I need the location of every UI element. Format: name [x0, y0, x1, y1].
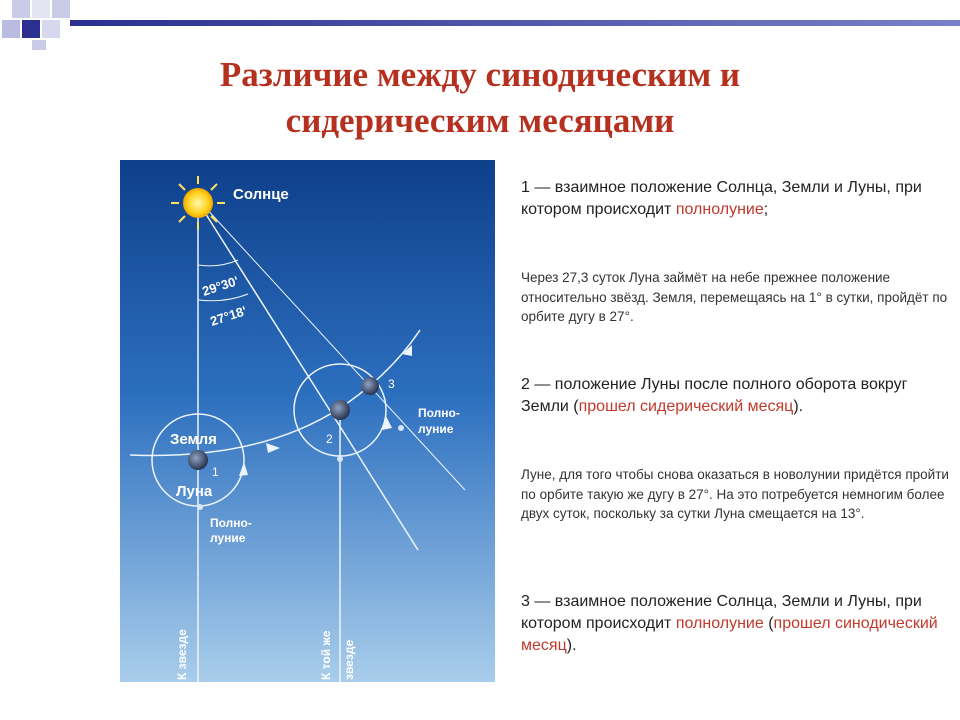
corner-decoration [0, 0, 80, 50]
star-label-1: К звезде [175, 629, 189, 680]
paragraph-4: Луне, для того чтобы снова оказаться в новолунии придётся пройти по орбите такую же дугу в 27°. На это потребуется немногим более двух суток, поскольку за сутки Луна смещается на 13°. [521, 467, 949, 521]
paragraph-3-text: 2 — положение Луны после полного оборота вокруг Земли ( [521, 376, 908, 415]
star-label-2b: звезде [342, 639, 356, 680]
full-moon-2-label-a: Полно- [418, 406, 460, 420]
moon-2 [337, 456, 343, 462]
title-line-1: Различие между синодическим и [219, 55, 741, 94]
paragraph-5-highlight-2: прошел синодический месяц [521, 615, 938, 654]
orbit-diagram [120, 160, 495, 682]
sky-background [120, 160, 495, 682]
full-moon-1-label-b: луние [210, 531, 246, 545]
paragraph-1-end: ; [763, 201, 769, 218]
position-1-label: 1 [212, 465, 219, 479]
earth-label: Земля [170, 431, 217, 448]
paragraph-1 [521, 177, 951, 221]
paragraph-5-end: ). [566, 637, 577, 654]
paragraph-5-highlight-1: полнолуние [675, 615, 764, 632]
position-2-label: 2 [326, 432, 333, 446]
moon-1 [197, 504, 203, 510]
title-line-2: сидерическим месяцами [285, 101, 675, 140]
angle-label-1: 29°30' [200, 273, 241, 299]
paragraph-5-text: 3 — взаимное положение Солнца, Земли и Луны, при котором происходит [521, 593, 922, 632]
earth-1 [188, 450, 208, 470]
paragraph-1-text: 1 — взаимное положение Солнца, Земли и Луны, при котором происходит [521, 179, 922, 218]
paragraph-3-highlight: прошел сидерический месяц [578, 398, 794, 415]
full-moon-1-label-a: Полно- [210, 516, 252, 530]
moon-label: Луна [176, 483, 213, 500]
full-moon-2-label-b: луние [418, 422, 454, 436]
moon-3-full [398, 425, 404, 431]
paragraph-5-mid: ( [763, 615, 774, 632]
paragraph-1-highlight: полнолуние [675, 201, 764, 218]
paragraph-3-end: ). [793, 398, 804, 415]
earth-2 [330, 400, 350, 420]
sun-label: Солнце [233, 186, 289, 203]
angle-label-2: 27°18' [208, 303, 249, 329]
star-label-2a: К той же [319, 630, 333, 680]
paragraph-2: Через 27,3 суток Луна займёт на небе прежнее положение относительно звёзд. Земля, перемещаясь на 1° в сутки, пройдёт по орбите дугу в 27°. [521, 270, 948, 324]
paragraph-3 [521, 374, 951, 418]
position-3-label: 3 [388, 377, 395, 391]
page-title [0, 52, 960, 144]
moon-3 [361, 377, 379, 395]
header-bar [70, 20, 960, 26]
paragraph-5 [521, 591, 951, 657]
